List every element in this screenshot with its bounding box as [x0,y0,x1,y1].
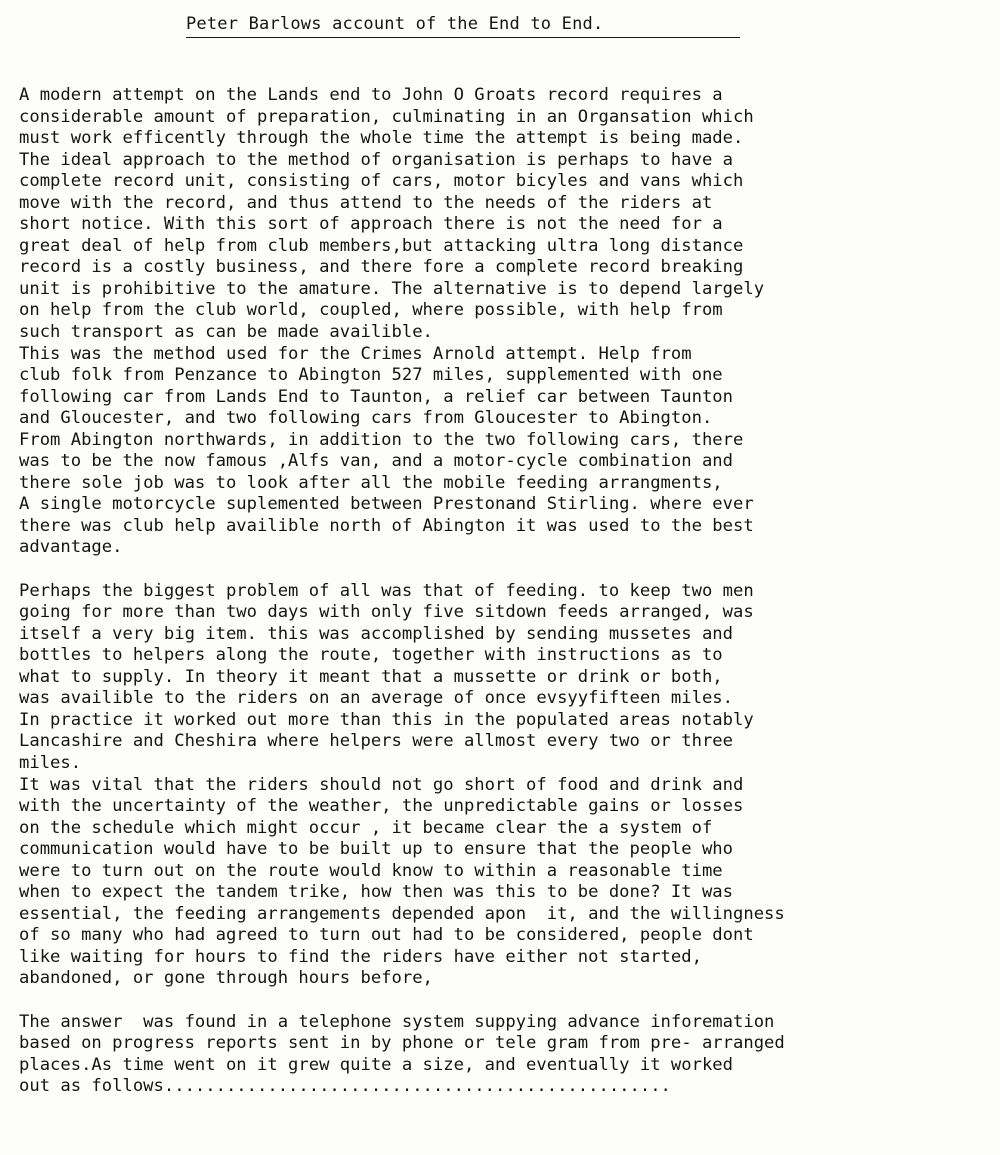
text-line: and Gloucester, and two following cars from Gloucester to Abington. [19,408,713,429]
text-line: places.As time went on it grew quite a size, and eventually it worked [19,1054,733,1075]
text-line: out as follows................................................. [19,1076,671,1097]
text-line: was to be the now famous ,Alfs van, and a motor-cycle combination and [19,451,733,472]
text-line: there was club help availible north of Abington it was used to the best [19,515,754,536]
document-body [19,85,994,1098]
text-line: advantage. [19,537,123,558]
text-line: based on progress reports sent in by phone or tele gram from pre- arranged [19,1033,785,1054]
text-line: must work efficently through the whole time the attempt is being made. [19,128,744,149]
text-line: short notice. With this sort of approach there is not the need for a [19,214,723,235]
text-line: such transport as can be made availible. [19,322,433,343]
text-line: A single motorcycle suplemented between Prestonand Stirling. where ever [19,494,754,515]
text-line: move with the record, and thus attend to the needs of the riders at [19,192,713,213]
text-line: In practice it worked out more than this in the populated areas notably [19,709,754,730]
text-line: what to supply. In theory it meant that a mussette or drink or both, [19,666,723,687]
text-line: It was vital that the riders should not go short of food and drink and [19,774,744,795]
text-line: Perhaps the biggest problem of all was that of feeding. to keep two men [19,580,754,601]
text-line: was availible to the riders on an average of once evsyyfifteen miles. [19,688,733,709]
text-line: on the schedule which might occur , it became clear the a system of [19,817,713,838]
text-line: The answer was found in a telephone system suppying advance inforemation [19,1011,775,1032]
text-line: This was the method used for the Crimes Arnold attempt. Help from [19,343,692,364]
text-line: record is a costly business, and there fore a complete record breaking [19,257,744,278]
text-line: A modern attempt on the Lands end to John O Groats record requires a [19,85,723,105]
text-line: From Abington northwards, in addition to the two following cars, there [19,429,744,450]
text-line: miles. [19,752,82,773]
text-line: when to expect the tandem trike, how then was this to be done? It was [19,882,733,903]
text-line: The ideal approach to the method of organisation is perhaps to have a [19,149,733,170]
text-line: unit is prohibitive to the amature. The alternative is to depend largely [19,278,765,299]
text-line: of so many who had agreed to turn out had to be considered, people dont [19,925,754,946]
text-line: were to turn out on the route would know to within a reasonable time [19,860,723,881]
text-line: going for more than two days with only five sitdown feeds arranged, was [19,602,754,623]
text-line: bottles to helpers along the route, together with instructions as to [19,645,723,666]
text-line: club folk from Penzance to Abington 527 miles, supplemented with one [19,365,723,386]
text-line: abandoned, or gone through hours before, [19,968,433,989]
text-line: considerable amount of preparation, culminating in an Organsation which [19,106,754,127]
text-line: complete record unit, consisting of cars, motor bicyles and vans which [19,171,744,192]
text-line: itself a very big item. this was accomplished by sending mussetes and [19,623,733,644]
text-line: there sole job was to look after all the mobile feeding arrangments, [19,472,723,493]
text-line: Lancashire and Cheshira where helpers were allmost every two or three [19,731,733,752]
text-line: on help from the club world, coupled, where possible, with help from [19,300,723,321]
text-line: communication would have to be built up to ensure that the people who [19,839,733,860]
document-title: Peter Barlows account of the End to End. [186,14,740,38]
text-line: essential, the feeding arrangements depended apon it, and the willingness [19,903,785,924]
paragraph-break [19,990,994,1012]
text-line: following car from Lands End to Taunton, a relief car between Taunton [19,386,733,407]
text-line: great deal of help from club members,but attacking ultra long distance [19,235,744,256]
text-line: with the uncertainty of the weather, the unpredictable gains or losses [19,796,744,817]
paragraph-break [19,559,994,581]
text-line: like waiting for hours to find the riders have either not started, [19,946,702,967]
